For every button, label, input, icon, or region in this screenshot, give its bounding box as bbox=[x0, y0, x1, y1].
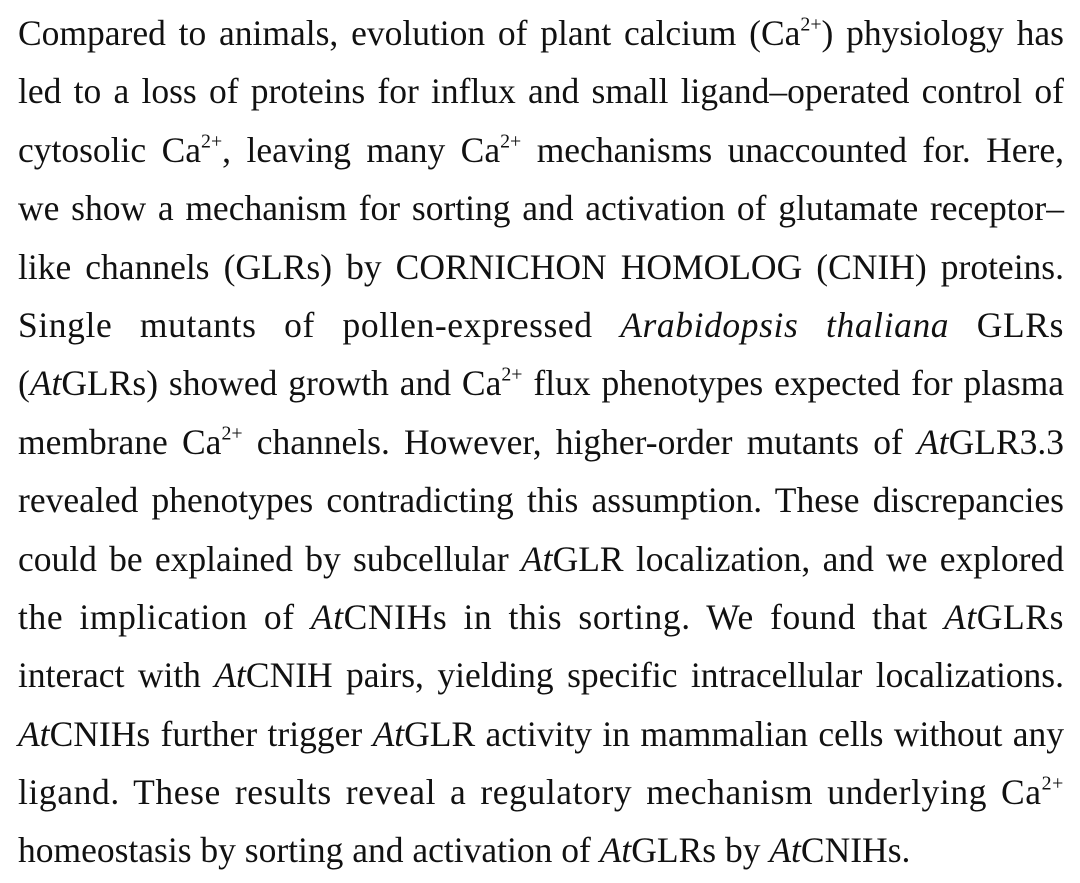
text-run: mechanisms unaccounted for. Here, bbox=[521, 129, 1064, 170]
italic-text: At bbox=[769, 830, 801, 871]
superscript: 2+ bbox=[500, 130, 522, 153]
text-run: channels. However, higher-order mutants of bbox=[242, 421, 918, 462]
text-run: GLRs bbox=[949, 304, 1064, 345]
text-run: GLR activity in mammalian cells without any bbox=[404, 713, 1064, 754]
text-run: revealed phenotypes contradicting this assumption. These discrepancies bbox=[18, 480, 1064, 521]
text-run: ligand. These results reveal a regulatory mechanism underlying Ca bbox=[18, 772, 1042, 813]
text-run: ) physiology has bbox=[821, 13, 1064, 53]
text-line bbox=[18, 763, 1064, 821]
text-line bbox=[18, 238, 1064, 296]
text-run: could be explained by subcellular bbox=[18, 538, 521, 579]
italic-text: At bbox=[521, 538, 553, 579]
text-line bbox=[18, 413, 1064, 471]
text-line bbox=[18, 4, 1064, 62]
text-line bbox=[18, 296, 1064, 354]
text-line bbox=[18, 646, 1064, 704]
italic-text: At bbox=[944, 596, 977, 637]
superscript: 2+ bbox=[1041, 772, 1064, 795]
italic-text: At bbox=[18, 713, 50, 754]
text-run: CNIHs further trigger bbox=[49, 713, 373, 754]
superscript: 2+ bbox=[501, 364, 523, 387]
superscript: 2+ bbox=[201, 130, 223, 153]
text-line bbox=[18, 354, 1064, 412]
text-run: GLR3.3 bbox=[948, 421, 1064, 462]
text-run: ( bbox=[18, 363, 30, 404]
text-run: homeostasis by sorting and activation of bbox=[18, 830, 600, 871]
text-run: we show a mechanism for sorting and activation of glutamate receptor– bbox=[18, 188, 1064, 229]
text-run: Single mutants of pollen-expressed bbox=[18, 304, 621, 345]
text-line bbox=[18, 179, 1064, 237]
text-line bbox=[18, 471, 1064, 529]
text-run: CNIHs in this sorting. We found that bbox=[343, 596, 945, 637]
text-run: GLRs by bbox=[631, 830, 770, 871]
text-line bbox=[18, 62, 1064, 120]
text-run: cytosolic Ca bbox=[18, 129, 202, 170]
text-run: CNIH pairs, yielding specific intracellular localizations. bbox=[245, 655, 1064, 696]
text-run: membrane Ca bbox=[18, 421, 222, 462]
text-run: CNIHs. bbox=[800, 830, 911, 871]
text-run: flux phenotypes expected for plasma bbox=[522, 363, 1065, 404]
text-line bbox=[18, 121, 1064, 179]
text-run: like channels (GLRs) by CORNICHON HOMOLOG (CNIH) proteins. bbox=[18, 246, 1064, 287]
superscript: 2+ bbox=[221, 422, 243, 445]
text-run: interact with bbox=[18, 655, 215, 696]
text-run: the implication of bbox=[18, 596, 311, 637]
italic-text: At bbox=[599, 830, 632, 871]
text-line bbox=[18, 705, 1064, 763]
text-run: , leaving many Ca bbox=[222, 129, 501, 170]
text-run: GLR localization, and we explored bbox=[552, 538, 1064, 579]
italic-text: At bbox=[214, 655, 246, 696]
italic-text: At bbox=[372, 713, 405, 754]
text-line bbox=[18, 821, 1064, 879]
italic-text: At bbox=[310, 596, 344, 637]
text-run: Compared to animals, evolution of plant calcium (Ca bbox=[18, 13, 801, 53]
text-run: GLRs bbox=[976, 596, 1064, 637]
italic-text: At bbox=[29, 363, 62, 404]
superscript: 2+ bbox=[800, 13, 822, 36]
abstract-paragraph bbox=[18, 4, 1064, 880]
text-line bbox=[18, 588, 1064, 646]
text-run: GLRs) showed growth and Ca bbox=[61, 363, 502, 404]
italic-text: Arabidopsis thaliana bbox=[620, 304, 950, 345]
italic-text: At bbox=[917, 421, 949, 462]
text-line bbox=[18, 530, 1064, 588]
text-run: led to a loss of proteins for influx and small ligand–operated control of bbox=[18, 71, 1064, 112]
